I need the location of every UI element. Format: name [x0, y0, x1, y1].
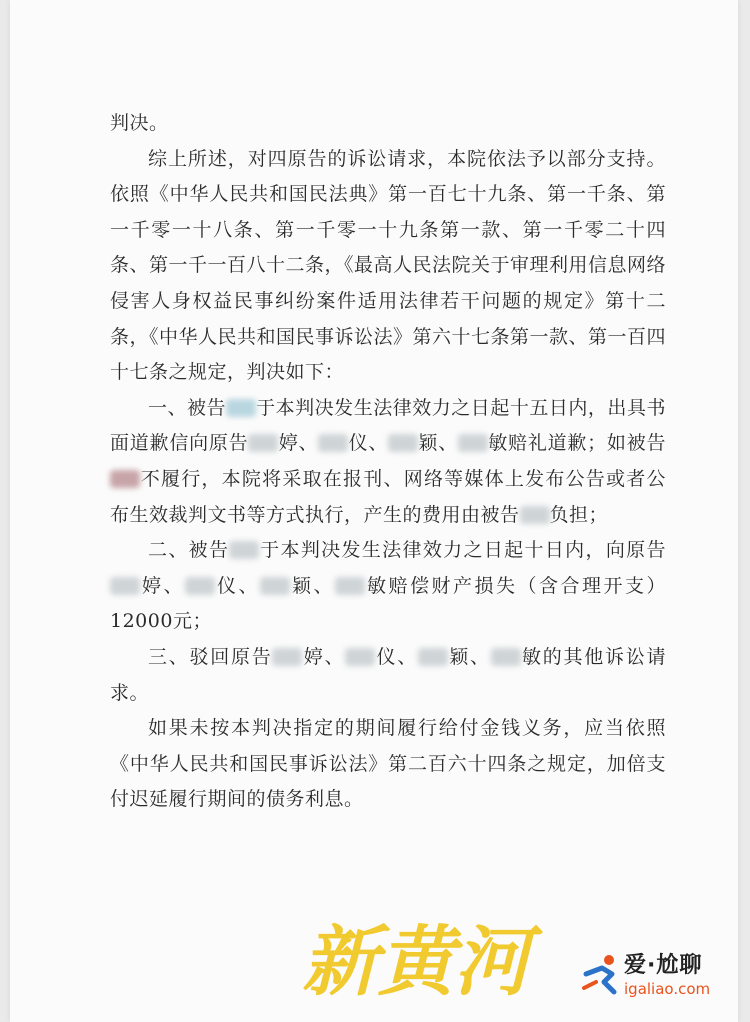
judgment-text: [110, 106, 666, 818]
text-segment: 仪、: [348, 432, 389, 455]
site-logo: [582, 946, 732, 1008]
redacted-name: [272, 648, 302, 666]
paragraph-p0: 判决。: [110, 112, 169, 134]
text-segment: 仪、: [215, 574, 260, 597]
redacted-name: [491, 648, 521, 666]
redacted-name: [185, 577, 215, 595]
text-segment: 婷、: [302, 645, 346, 668]
text-segment: 敏的其他诉讼请求。: [110, 645, 666, 704]
text-segment: 颖、: [447, 645, 491, 668]
redacted-name: [388, 434, 418, 452]
redacted-name: [520, 506, 550, 524]
redacted-name: [110, 577, 140, 595]
xinhuanghe-watermark: [298, 904, 530, 1012]
site-url: igaliao.com: [624, 980, 711, 998]
text-segment: 仪、: [375, 645, 418, 668]
runner-logo-icon: [582, 952, 622, 996]
text-segment: 婷、: [278, 432, 319, 455]
paragraph-p4: [110, 640, 666, 711]
text-segment: 不履行，本院将采取在报刊、网络等媒体上发布公告或者公布生效裁判文书等方式执行，产生的费用由被告: [110, 467, 666, 526]
redacted-name: [345, 648, 375, 666]
paragraph-p5: 如果未按本判决指定的期间履行给付金钱义务，应当依照《中华人民共和国民事诉讼法》第二百六十四条之规定，加倍支付迟延履行期间的债务利息。: [110, 717, 666, 811]
text-segment: 敏赔礼道歉；如被告: [487, 432, 666, 455]
redacted-name: [458, 434, 488, 452]
text-segment: 二、被告: [148, 539, 230, 562]
text-segment: 敏赔偿财产损失（含合理开支）12000元；: [110, 574, 666, 633]
text-segment: 三、驳回原告: [148, 645, 273, 668]
watermark-text: 新黄河: [302, 917, 530, 1006]
text-segment: 负担；: [549, 503, 609, 526]
document-page: [10, 0, 738, 1022]
text-segment: 一、被告: [148, 396, 227, 419]
redacted-name: [229, 541, 259, 559]
redacted-name: [226, 399, 256, 417]
redacted-name: [248, 434, 278, 452]
text-segment: 于本判决发生法律效力之日起十日内，向原告: [259, 539, 666, 562]
redacted-name: [418, 648, 448, 666]
watermark-logo-icon: [298, 904, 530, 1012]
redacted-name: [318, 434, 348, 452]
redacted-name: [335, 577, 365, 595]
text-segment: 颖、: [418, 432, 458, 455]
redacted-name: [110, 470, 140, 488]
redacted-name: [260, 577, 290, 595]
text-segment: 于本判决发生法律效力之日起十五日内，出具书面道歉信向原告: [110, 396, 666, 455]
text-segment: 婷、: [140, 574, 185, 597]
text-segment: 颖、: [290, 574, 335, 597]
paragraph-p1: 综上所述，对四原告的诉讼请求，本院依法予以部分支持。依照《中华人民共和国民法典》第一百七十九条、第一千条、第一千零一十八条、第一千零一十九条第一款、第一千零二十四条、第一千一百八十二条，《最高人民法院关于审理利用信息网络侵害人身权益民事纠纷案件适用法律若干问题的规定》第十二条，《中华人民共和国民事诉讼法》第六十七条第一款、第一百四十七条之规定，判决如下：: [110, 147, 667, 384]
paragraph-p2: [110, 391, 666, 533]
site-brand: 爱·尬聊: [624, 953, 703, 978]
paragraph-p3: [110, 533, 666, 640]
